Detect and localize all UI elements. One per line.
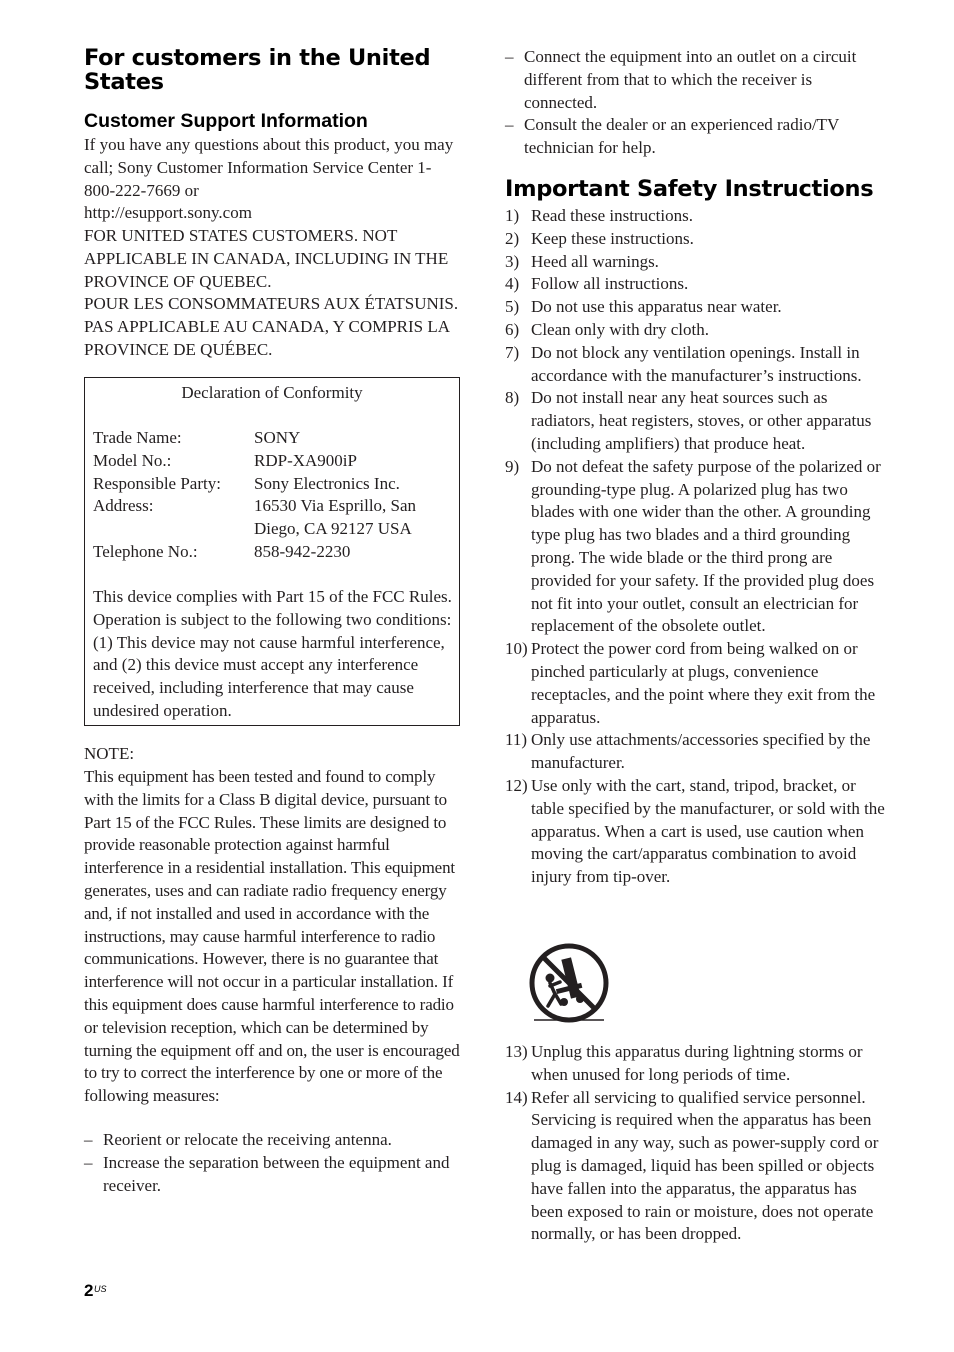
notice-french: POUR LES CONSOMMATEURS AUX ÉTATSUNIS. PAS APPLICABLE AU CANADA, Y COMPRIS LA PROVINCE DE QUÉBEC. — [84, 294, 459, 359]
list-item-text: Connect the equipment into an outlet on a circuit different from that to which the receiver is connected. — [524, 47, 857, 112]
list-item-text: Keep these instructions. — [531, 228, 694, 248]
page-region: US — [94, 1284, 107, 1294]
list-item-number: 13) — [505, 1042, 528, 1061]
dash-bullet: – — [505, 115, 514, 135]
list-item-text: Protect the power cord from being walked on or pinched particularly at plugs, convenience receptacles, and the point where they exit from the apparatus. — [531, 639, 876, 727]
list-item-text: Heed all warnings. — [531, 251, 659, 271]
declaration-label: Address: — [93, 496, 154, 516]
list-item — [505, 228, 887, 251]
declaration-value: Sony Electronics Inc. — [254, 473, 400, 493]
declaration-row — [93, 427, 444, 450]
list-item — [505, 1087, 887, 1247]
declaration-row — [93, 473, 444, 496]
support-url: http://esupport.sony.com — [84, 203, 252, 222]
list-item-text: Clean only with dry cloth. — [531, 319, 710, 339]
list-item-text: Read these instructions. — [531, 206, 693, 225]
list-item-text: Increase the separation between the equipment and receiver. — [103, 1152, 450, 1195]
list-item-text: Use only with the cart, stand, tripod, bracket, or table specified by the manufacturer, or sold with the apparatus. When a cart is used, use caution when moving the cart/apparatus combination to avoid injury from tip-over. — [531, 775, 885, 887]
list-item-number: 2) — [505, 228, 520, 248]
section-heading-us-customers: For customers in the United States — [84, 45, 431, 95]
interference-measures-list — [84, 1129, 454, 1197]
list-item — [505, 319, 887, 342]
list-item-text: Follow all instructions. — [531, 274, 689, 294]
list-item-text: Consult the dealer or an experienced radio/TV technician for help. — [524, 115, 840, 158]
list-item-text: Do not defeat the safety purpose of the polarized or grounding-type plug. A polarized plug has two blades with one wider than the other. A grounding type plug has two blades and a third grounding prong. The wide blade or the third prong are provided for your safety. If the provided plug does not fit into your outlet, consult an electrician for replacement of the obsolete outlet. — [531, 456, 881, 636]
list-item-number: 3) — [505, 251, 520, 271]
dash-bullet: – — [84, 1130, 93, 1149]
list-item — [505, 46, 887, 114]
support-intro: If you have any questions about this product, you may call; Sony Customer Information Service Center 1-800-222-7669 or — [84, 135, 454, 200]
list-item — [505, 456, 887, 638]
declaration-label: Telephone No.: — [93, 541, 198, 561]
declaration-label: Model No.: — [93, 450, 172, 470]
declaration-title: Declaration of Conformity — [181, 383, 363, 402]
list-item — [505, 273, 887, 296]
note-label: NOTE: — [84, 744, 135, 763]
list-item — [505, 114, 887, 160]
list-item — [505, 387, 887, 455]
page-number: 2 — [84, 1281, 94, 1300]
dash-bullet: – — [505, 47, 514, 66]
list-item-number: 11) — [505, 730, 528, 750]
list-item — [505, 251, 887, 274]
note-body: This equipment has been tested and found to comply with the limits for a Class B digital device, pursuant to Part 15 of the FCC Rules. These limits are designed to provide reasonable protection against harmful interference in a residential installation. This equipment generates, uses and can radiate radio frequency energy and, if not installed and used in accordance with the instructions, may cause harmful interference to radio communications. However, there is no guarantee that interference will not occur in a particular installation. If this equipment does cause harmful interference to radio or television reception, which can be determined by turning the equipment off and on, the user is encouraged to try to correct the interference by one or more of the following measures: — [84, 767, 460, 1106]
declaration-label: Responsible Party: — [93, 473, 221, 493]
subheading-customer-support: Customer Support Information — [84, 110, 368, 132]
declaration-table — [93, 427, 444, 564]
list-item-text: Reorient or relocate the receiving antenna. — [103, 1130, 392, 1149]
list-item-text: Unplug this apparatus during lightning storms or when unused for long periods of time. — [531, 1042, 863, 1084]
list-item-text: Only use attachments/accessories specified by the manufacturer. — [531, 730, 871, 773]
list-item-number: 8) — [505, 388, 520, 408]
declaration-value: 16530 Via Esprillo, San Diego, CA 92127 USA — [254, 496, 417, 539]
list-item-number: 12) — [505, 775, 528, 795]
list-item-number: 1) — [505, 206, 520, 225]
dash-bullet: – — [84, 1152, 93, 1172]
list-item-number: 9) — [505, 456, 520, 476]
declaration-value: 858-942-2230 — [254, 541, 351, 561]
declaration-row — [93, 541, 444, 564]
list-item-number: 5) — [505, 297, 520, 317]
declaration-label: Trade Name: — [93, 428, 182, 447]
safety-instructions-list — [505, 205, 887, 889]
list-item — [505, 205, 887, 228]
cart-tip-over-warning-icon — [528, 942, 610, 1026]
list-item-text: Do not install near any heat sources such as radiators, heat registers, stoves, or other apparatus (including amplifiers) that produce heat. — [531, 388, 872, 453]
list-item — [505, 342, 887, 388]
list-item-text: Refer all servicing to qualified service personnel. Servicing is required when the apparatus has been damaged in any way, such as power-supply cord or plug is damaged, liquid has been spilled or objects have fallen into the apparatus, the apparatus has been exposed to rain or moisture, does not operate normally, or has been dropped. — [531, 1087, 879, 1244]
list-item — [84, 1152, 454, 1198]
fcc-compliance-text: This device complies with Part 15 of the FCC Rules. Operation is subject to the following two conditions: (1) This device may not cause harmful interference, and (2) this device must accept any interference received, including interference that may cause undesired operation. — [93, 587, 452, 720]
section-heading-safety-instructions: Important Safety Instructions — [505, 176, 874, 202]
declaration-of-conformity-box — [84, 377, 460, 726]
list-item-number: 14) — [505, 1087, 528, 1107]
list-item — [505, 296, 887, 319]
list-item — [84, 1129, 454, 1152]
list-item — [505, 775, 887, 889]
list-item-number: 10) — [505, 639, 528, 659]
safety-instructions-list-continued — [505, 1041, 887, 1246]
notice-english: FOR UNITED STATES CUSTOMERS. NOT APPLICABLE IN CANADA, INCLUDING IN THE PROVINCE OF QUEBEC. — [84, 226, 449, 291]
declaration-row — [93, 495, 444, 541]
list-item-number: 4) — [505, 274, 520, 294]
declaration-value: SONY — [254, 428, 301, 447]
list-item-text: Do not use this apparatus near water. — [531, 297, 782, 317]
list-item-number: 7) — [505, 342, 520, 362]
list-item — [505, 638, 887, 729]
list-item — [505, 729, 887, 775]
declaration-row — [93, 450, 444, 473]
interference-measures-list-continued — [505, 46, 887, 160]
list-item-text: Do not block any ventilation openings. Install in accordance with the manufacturer’s instructions. — [531, 342, 862, 385]
declaration-value: RDP-XA900iP — [254, 450, 357, 470]
list-item — [505, 1041, 887, 1087]
list-item-number: 6) — [505, 319, 520, 339]
